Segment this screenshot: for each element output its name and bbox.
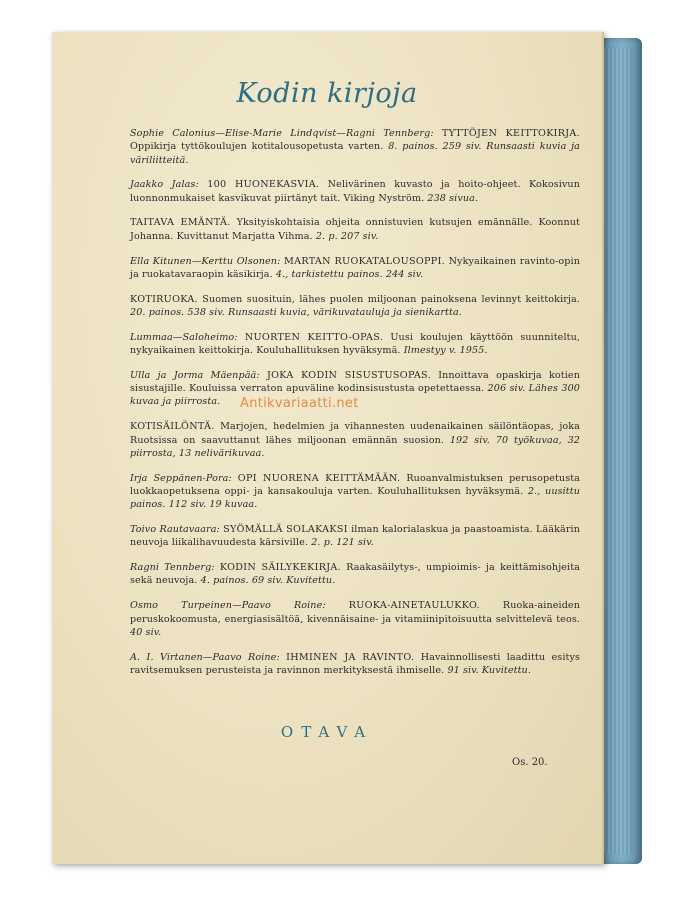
entry-author: A. I. Virtanen—Paavo Roine: [130, 651, 287, 663]
book-entry [130, 561, 580, 588]
entry-author: Irja Seppänen-Pora: [130, 472, 238, 484]
entry-detail: 206 siv. Lähes 300 kuvaa ja piirrosta. [130, 383, 580, 408]
entry-title: JOKA KODIN SISUSTUSOPAS. [266, 369, 431, 381]
entry-title: KOTISÄILÖNTÄ. [130, 421, 215, 433]
entry-description: Raakasäilytys-, umpioimis- ja keittämisohjeita sekä neuvoja. [130, 562, 580, 587]
entry-description: Ruoka-aineiden peruskokoomusta, energiasisältöä, kivennäisaine- ja vitamiinipitoisuutta selvittelevä teos. [130, 600, 580, 625]
entry-title: SYÖMÄLLÄ SOLAKAKSI [223, 524, 348, 536]
book-entry [130, 651, 580, 678]
entry-title: KOTIRUOKA. [130, 293, 198, 305]
book [52, 32, 642, 868]
cover-title: Kodin kirjoja [236, 78, 418, 109]
entry-title: 100 HUONEKASVIA. [207, 179, 320, 191]
entry-detail: 2. p. 121 siv. [308, 537, 374, 549]
price-label: Os. 20. [512, 757, 548, 768]
book-entry [130, 420, 580, 460]
entry-detail: 20. painos. 538 siv. Runsaasti kuvia, värikuvatauluja ja sienikartta. [130, 306, 462, 318]
entry-detail: 91 siv. Kuvitettu. [444, 664, 531, 676]
entry-title: NUORTEN KEITTO-OPAS. [244, 331, 384, 343]
entry-description: Innoittava opaskirja kotien sisustajille. Kouluissa verraton apuväline kodinsisustusta opetettaessa. [130, 369, 580, 395]
entry-description: Havainnollisesti laadittu esitys ravitsemuksen perusteista ja ravinnon merkityksestä ihmiselle. [130, 651, 580, 676]
book-entry [130, 293, 580, 320]
entry-detail: 4., tarkistettu painos. 244 siv. [272, 268, 424, 280]
entry-detail: 238 sivua. [424, 192, 479, 204]
entry-description: Marjojen, hedelmien ja vihannesten uudenaikainen säilöntäopas, joka Ruotsissa on saavuttanut lähes miljoonan emännän suosion. [130, 421, 580, 446]
book-entry [130, 255, 580, 282]
entry-detail: 2. p. 207 siv. [312, 230, 379, 242]
entry-author: Toivo Rautavaara: [130, 524, 224, 536]
book-entry [130, 331, 580, 358]
entry-title: MARTAN RUOKATALOUSOPPI. [283, 255, 446, 267]
publisher-name: OTAVA [280, 723, 374, 741]
book-entry [130, 216, 580, 243]
entry-author: Ragni Tennberg: [130, 562, 220, 574]
entry-description: Ruoanvalmistuksen perusopetusta luokkaopetuksena oppi- ja kansakouluja varten. Kouluhallituksen hyväksymä. [130, 472, 581, 497]
entry-detail: Ilmestyy v. 1955. [400, 345, 488, 357]
watermark: Antikvariaatti.net [240, 396, 359, 411]
entry-author: Jaakko Jalas: [130, 179, 208, 191]
entry-author: Lummaa—Saloheimo: [130, 331, 245, 343]
entry-title: KODIN SÄILYKEKIRJA. [219, 562, 341, 574]
entry-description: Yksityiskohtaisia ohjeita onnistuvien kutsujen emännälle. Koonnut Johanna. Kuvittanut Marjatta Vihma. [130, 217, 581, 242]
entry-description: ilman kalorialaskua ja paastoamista. Lääkärin neuvoja liikalihavuudesta kärsiville. [130, 524, 580, 549]
book-entry [130, 127, 580, 167]
entry-title: TAITAVA EMÄNTÄ. [130, 217, 231, 229]
entry-detail: 2., uusittu painos. 112 siv. 19 kuvaa. [130, 485, 580, 511]
book-entry [130, 523, 580, 550]
entry-title: TYTTÖJEN KEITTOKIRJA. [441, 128, 580, 139]
book-entry [130, 472, 580, 512]
back-cover [52, 32, 604, 864]
entry-title: IHMINEN JA RAVINTO. [286, 651, 415, 663]
entry-author: Ella Kitunen—Kerttu Olsonen: [130, 255, 284, 267]
entry-description: Nykyaikainen ravinto-opin ja ruokatavaraopin käsikirja. [130, 255, 580, 280]
entry-description: Suomen suosituin, lähes puolen miljoonan painoksena levinnyt keittokirja. [197, 293, 580, 305]
entry-title: OPI NUORENA KEITTÄMÄÄN. [237, 472, 401, 484]
entry-detail: 192 siv. 70 työkuvaa, 32 piirrosta, 13 nelivärikuvaa. [130, 434, 580, 459]
entry-description: Uusi koulujen käyttöön suunniteltu, nykyaikainen keittokirja. Kouluhallituksen hyväksymä. [130, 331, 581, 357]
entry-author: Sophie Calonius—Elise-Marie Lindqvist—Ragni Tennberg: [130, 128, 442, 139]
book-entry [130, 599, 580, 639]
book-entry [130, 178, 580, 205]
entry-description: Oppikirja tyttökoulujen kotitalousopetusta varten. [130, 141, 384, 153]
entry-detail: 4. painos. 69 siv. Kuvitettu. [197, 575, 336, 587]
entry-author: Ulla ja Jorma Mäenpää: [130, 369, 267, 381]
entry-detail: 40 siv. [130, 626, 162, 638]
entry-author: Osmo Turpeinen—Paavo Roine: [130, 600, 349, 612]
entry-title: RUOKA-AINETAULUKKO. [348, 600, 480, 612]
entry-description: Nelivärinen kuvasto ja hoito-ohjeet. Kokosivun luonnonmukaiset kasvikuvat piirtänyt tait. Viking Nyström. [130, 179, 580, 204]
entry-detail: 8. painos. 259 siv. Runsaasti kuvia ja väriliitteitä. [130, 141, 580, 166]
